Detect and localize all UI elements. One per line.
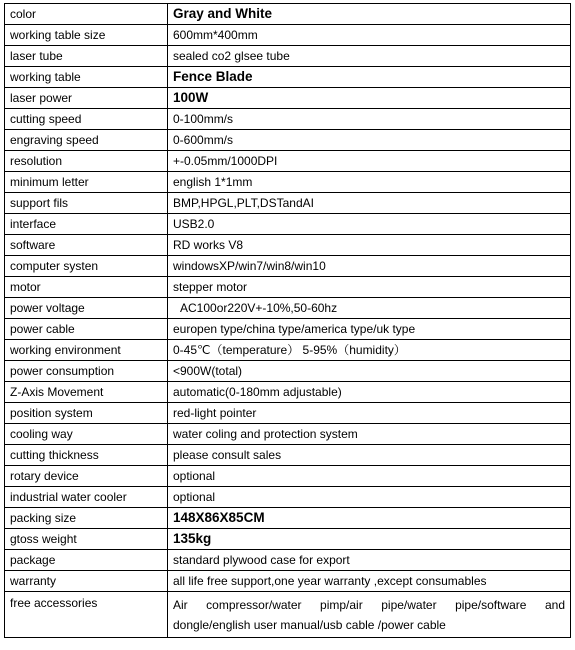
table-row <box>5 550 571 571</box>
spec-value: 0-45℃（temperature） 5-95%（humidity） <box>168 340 571 361</box>
spec-value: english 1*1mm <box>168 172 571 193</box>
spec-value: stepper motor <box>168 277 571 298</box>
spec-label: resolution <box>5 151 168 172</box>
spec-value: Fence Blade <box>168 67 571 88</box>
spec-label: laser power <box>5 88 168 109</box>
spec-label: cooling way <box>5 424 168 445</box>
table-row <box>5 256 571 277</box>
spec-value: red-light pointer <box>168 403 571 424</box>
spec-label: minimum letter <box>5 172 168 193</box>
spec-label: power cable <box>5 319 168 340</box>
table-row <box>5 508 571 529</box>
table-row <box>5 466 571 487</box>
spec-label: power voltage <box>5 298 168 319</box>
table-row <box>5 529 571 550</box>
spec-value: USB2.0 <box>168 214 571 235</box>
spec-label: color <box>5 4 168 25</box>
spec-value: BMP,HPGL,PLT,DSTandAI <box>168 193 571 214</box>
spec-label: cutting speed <box>5 109 168 130</box>
table-row <box>5 340 571 361</box>
spec-label: working environment <box>5 340 168 361</box>
table-row <box>5 4 571 25</box>
spec-value: sealed co2 glsee tube <box>168 46 571 67</box>
spec-label: interface <box>5 214 168 235</box>
spec-label: Z-Axis Movement <box>5 382 168 403</box>
table-row <box>5 592 571 638</box>
spec-value: standard plywood case for export <box>168 550 571 571</box>
table-row <box>5 130 571 151</box>
spec-label: power consumption <box>5 361 168 382</box>
spec-label: position system <box>5 403 168 424</box>
spec-label: motor <box>5 277 168 298</box>
spec-label: cutting thickness <box>5 445 168 466</box>
spec-value: 0-100mm/s <box>168 109 571 130</box>
spec-value: Gray and White <box>168 4 571 25</box>
spec-label: warranty <box>5 571 168 592</box>
spec-value: 135kg <box>168 529 571 550</box>
spec-label: working table size <box>5 25 168 46</box>
table-row <box>5 319 571 340</box>
spec-table <box>4 3 571 638</box>
spec-label: gtoss weight <box>5 529 168 550</box>
table-row <box>5 46 571 67</box>
table-row <box>5 424 571 445</box>
spec-value: 600mm*400mm <box>168 25 571 46</box>
spec-value: 148X86X85CM <box>168 508 571 529</box>
table-row <box>5 151 571 172</box>
table-row <box>5 403 571 424</box>
spec-label: free accessories <box>5 592 168 638</box>
table-row <box>5 298 571 319</box>
spec-label: engraving speed <box>5 130 168 151</box>
spec-value: please consult sales <box>168 445 571 466</box>
spec-value: <900W(total) <box>168 361 571 382</box>
spec-value: 100W <box>168 88 571 109</box>
table-row <box>5 88 571 109</box>
table-row <box>5 487 571 508</box>
table-row <box>5 382 571 403</box>
table-row <box>5 67 571 88</box>
spec-sheet <box>4 3 570 638</box>
spec-label: packing size <box>5 508 168 529</box>
spec-value: europen type/china type/america type/uk type <box>168 319 571 340</box>
spec-value: AC100or220V+-10%,50-60hz <box>168 298 571 319</box>
spec-value: +-0.05mm/1000DPI <box>168 151 571 172</box>
table-row <box>5 214 571 235</box>
spec-label: software <box>5 235 168 256</box>
spec-value: optional <box>168 487 571 508</box>
table-row <box>5 25 571 46</box>
spec-value: windowsXP/win7/win8/win10 <box>168 256 571 277</box>
table-row <box>5 277 571 298</box>
spec-value: all life free support,one year warranty ,except consumables <box>168 571 571 592</box>
table-row <box>5 445 571 466</box>
table-row <box>5 571 571 592</box>
table-row <box>5 361 571 382</box>
table-row <box>5 172 571 193</box>
spec-value: Air compressor/water pimp/air pipe/water pipe/software and dongle/english user manual/usb cable /power cable <box>168 592 571 638</box>
spec-value: automatic(0-180mm adjustable) <box>168 382 571 403</box>
spec-label: working table <box>5 67 168 88</box>
table-row <box>5 235 571 256</box>
spec-table-body <box>5 4 571 638</box>
spec-value: optional <box>168 466 571 487</box>
spec-label: rotary device <box>5 466 168 487</box>
spec-label: laser tube <box>5 46 168 67</box>
spec-label: computer systen <box>5 256 168 277</box>
table-row <box>5 193 571 214</box>
table-row <box>5 109 571 130</box>
spec-value: RD works V8 <box>168 235 571 256</box>
spec-label: support fils <box>5 193 168 214</box>
spec-label: package <box>5 550 168 571</box>
spec-value: 0-600mm/s <box>168 130 571 151</box>
spec-label: industrial water cooler <box>5 487 168 508</box>
spec-value: water coling and protection system <box>168 424 571 445</box>
